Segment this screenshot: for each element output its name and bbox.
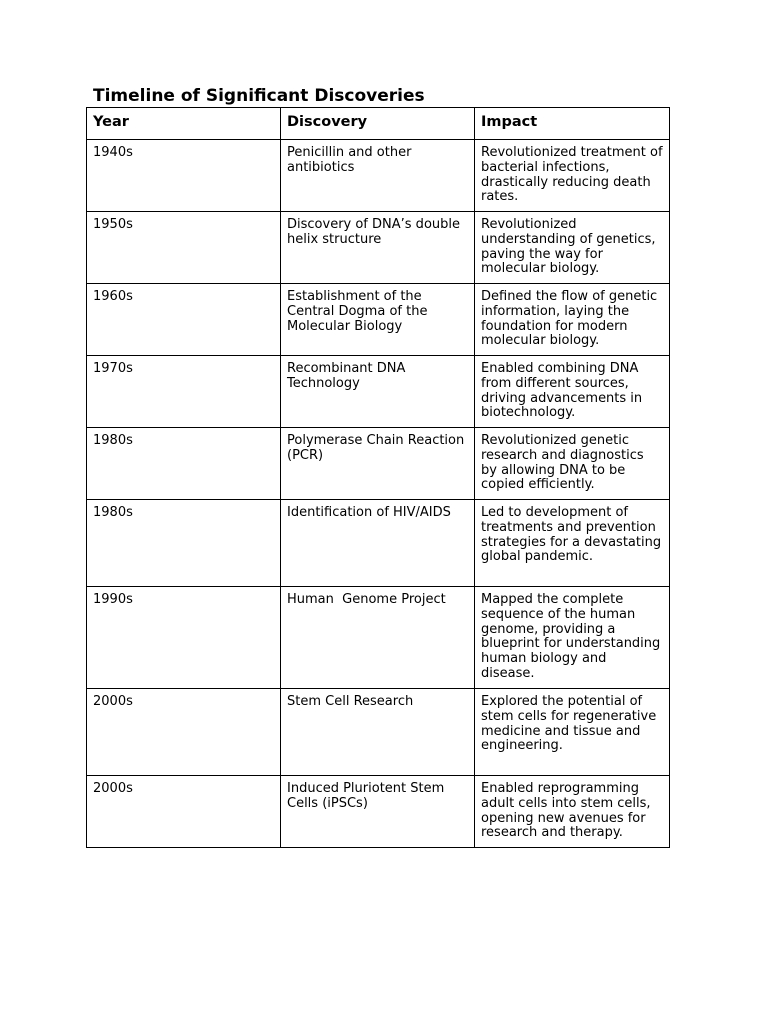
year-cell bbox=[87, 140, 281, 212]
year-cell bbox=[87, 212, 281, 284]
table-row bbox=[87, 140, 670, 212]
table-row bbox=[87, 689, 670, 776]
discovery-text: Stem Cell Research bbox=[287, 694, 414, 709]
year-text: 1980s bbox=[93, 505, 133, 520]
impact-text: Revolutionized genetic research and diagnostics by allowing DNA to be copied efficiently. bbox=[481, 433, 644, 493]
discovery-cell bbox=[281, 140, 475, 212]
table-row bbox=[87, 212, 670, 284]
table-row bbox=[87, 356, 670, 428]
discovery-text: Penicillin and other antibiotics bbox=[287, 145, 412, 175]
impact-text: Led to development of treatments and prevention strategies for a devastating global pandemic. bbox=[481, 505, 662, 565]
table-row bbox=[87, 776, 670, 848]
discovery-cell bbox=[281, 776, 475, 848]
impact-cell bbox=[475, 212, 670, 284]
impact-text: Enabled reprogramming adult cells into stem cells, opening new avenues for research and therapy. bbox=[481, 781, 651, 841]
impact-cell bbox=[475, 689, 670, 776]
impact-text: Explored the potential of stem cells for regenerative medicine and tissue and engineering. bbox=[481, 694, 657, 754]
impact-cell bbox=[475, 356, 670, 428]
impact-cell bbox=[475, 140, 670, 212]
year-cell bbox=[87, 500, 281, 587]
year-text: 1990s bbox=[93, 592, 133, 607]
discovery-text: Establishment of the Central Dogma of the Molecular Biology bbox=[287, 289, 428, 334]
discovery-cell bbox=[281, 356, 475, 428]
discovery-text: Discovery of DNA’s double helix structure bbox=[287, 217, 460, 247]
year-text: 2000s bbox=[93, 781, 133, 796]
discoveries-table bbox=[86, 107, 670, 848]
impact-cell bbox=[475, 500, 670, 587]
impact-text: Revolutionized treatment of bacterial infections, drastically reducing death rates. bbox=[481, 145, 663, 205]
discovery-cell bbox=[281, 500, 475, 587]
year-cell bbox=[87, 689, 281, 776]
year-text: 1940s bbox=[93, 145, 133, 160]
year-text: 1960s bbox=[93, 289, 133, 304]
table-header-row bbox=[87, 108, 670, 140]
year-cell bbox=[87, 776, 281, 848]
discovery-cell bbox=[281, 284, 475, 356]
year-cell bbox=[87, 587, 281, 689]
impact-cell bbox=[475, 776, 670, 848]
year-text: 1950s bbox=[93, 217, 133, 232]
column-header-impact: Impact bbox=[475, 108, 670, 140]
year-text: 2000s bbox=[93, 694, 133, 709]
discovery-cell bbox=[281, 212, 475, 284]
discovery-text: Polymerase Chain Reaction (PCR) bbox=[287, 433, 465, 463]
year-cell bbox=[87, 428, 281, 500]
discovery-cell bbox=[281, 428, 475, 500]
impact-cell bbox=[475, 587, 670, 689]
table-row bbox=[87, 284, 670, 356]
impact-cell bbox=[475, 428, 670, 500]
impact-text: Enabled combining DNA from different sources, driving advancements in biotechnology. bbox=[481, 361, 643, 421]
year-cell bbox=[87, 284, 281, 356]
discovery-text: Human Genome Project bbox=[287, 592, 446, 607]
impact-text: Revolutionized understanding of genetics, paving the way for molecular biology. bbox=[481, 217, 656, 277]
year-text: 1970s bbox=[93, 361, 133, 376]
discovery-cell bbox=[281, 689, 475, 776]
table-row bbox=[87, 587, 670, 689]
impact-text: Mapped the complete sequence of the human genome, providing a blueprint for understanding human biology and disease. bbox=[481, 592, 661, 681]
impact-cell bbox=[475, 284, 670, 356]
column-header-year: Year bbox=[87, 108, 281, 140]
page-title: Timeline of Significant Discoveries bbox=[93, 86, 425, 106]
discovery-text: Identification of HIV/AIDS bbox=[287, 505, 451, 520]
impact-text: Defined the flow of genetic information, laying the foundation for modern molecular biology. bbox=[481, 289, 658, 349]
table-row bbox=[87, 428, 670, 500]
column-header-discovery: Discovery bbox=[281, 108, 475, 140]
year-text: 1980s bbox=[93, 433, 133, 448]
year-cell bbox=[87, 356, 281, 428]
discovery-text: Recombinant DNA Technology bbox=[287, 361, 406, 391]
discovery-text: Induced Pluriotent Stem Cells (iPSCs) bbox=[287, 781, 445, 811]
discovery-cell bbox=[281, 587, 475, 689]
table-row bbox=[87, 500, 670, 587]
